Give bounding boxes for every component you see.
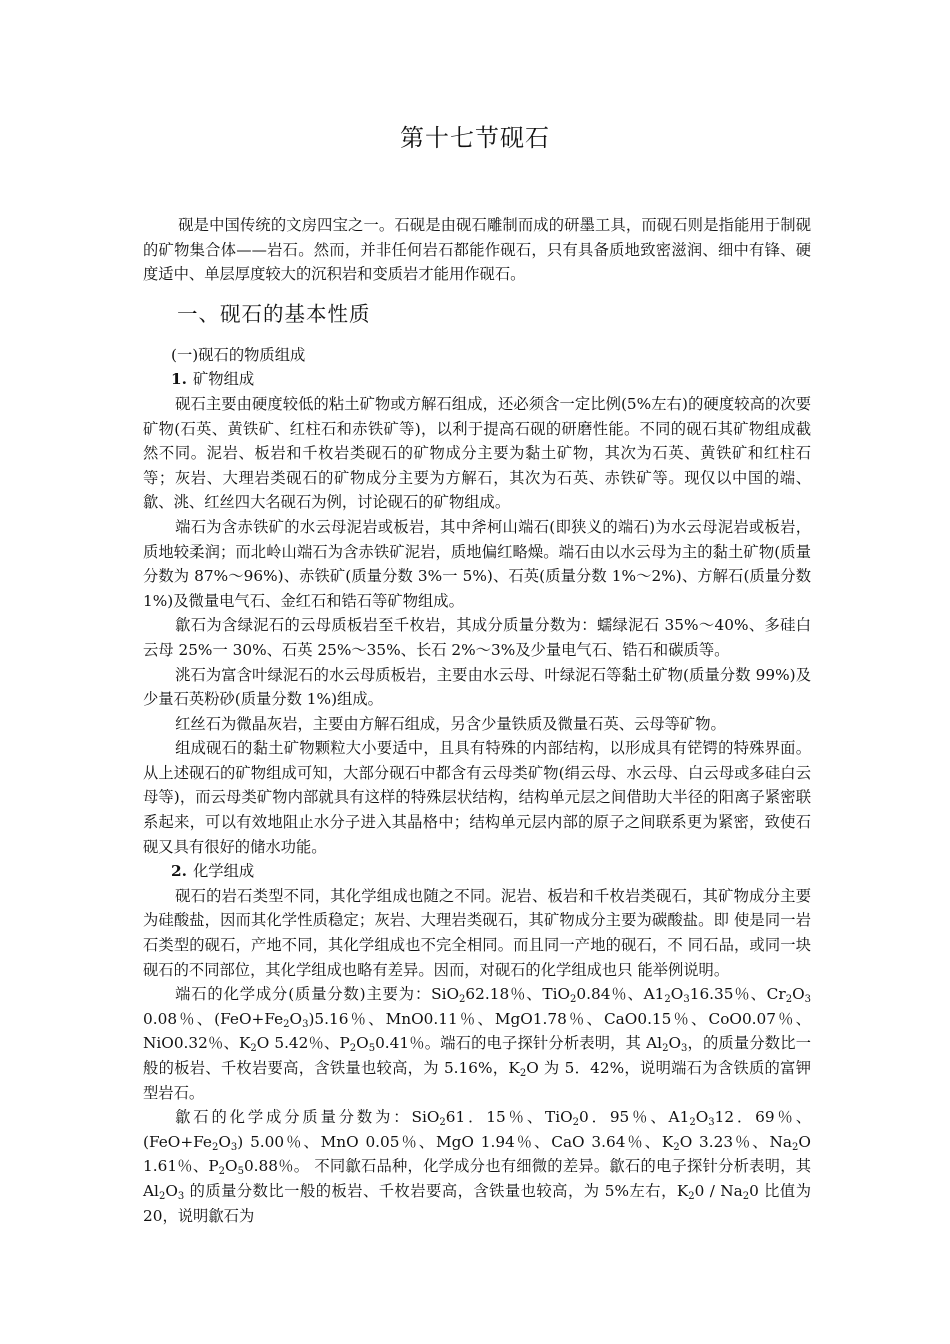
mineral-paragraph: 组成砚石的黏土矿物颗粒大小要适中，且具有特殊的内部结构，以形成具有铓锷的特殊界面。从上述砚石的矿物组成可知，大部分砚石中都含有云母类矿物(绢云母、水云母、白云母或多硅白云母等)，而云母类矿物内部就具有这样的特殊层状结构，结构单元层之间借助大半径的阳离子紧密联系起来，可以有效地阻止水分子进入其晶格中；结构单元层内部的原子之间联系更为紧密，致使石砚又具有很好的储水功能。 bbox=[143, 739, 811, 856]
item-heading-chemical bbox=[143, 859, 811, 884]
mineral-paragraph: 红丝石为微晶灰岩，主要由方解石组成，另含少量铁质及微量石英、云母等矿物。 bbox=[175, 714, 726, 733]
duan-chem-paragraph: 端石的化学成分(质量分数)主要为：SiO$_2$62.18％、TiO$_2$0.84％、$A1_2O_316.35$％、$Cr_2O_3$ 0.08％、$(FeO+Fe_2O_3)5.16$％、MnO0.11％、MgO1.78％、CaO0.15％、CoO0.07％、NiO0.32％、$K_2O$ 5.42％、$P_2O_50.41$％。端石的电子探针分析表明，其 $Al_2O_3$，的质量分数比一般的板岩、千枚岩要高，含铁量也较高，为 5.16%，$K_2O$ 为 5．42%，说明端石为含铁质的富钾型岩石。 bbox=[143, 985, 812, 1102]
she-chem-paragraph: 歙石的化学成分质量分数为：SiO$_2$61．15％、TiO$_2$0．95％、$A1_2O_312$．69％、$(FeO+Fe_2O_3)$ 5.00％、MnO 0.05％、MgO 1.94％、CaO 3.64％、$K_2O$ 3.23％、$Na_2O$ 1.61％、$P_2O_50.88$％。 不同歙石品种，化学成分也有细微的差异。歙石的电子探针分析表明，其 $Al_2O_3$ 的质量分数比一般的板岩、千枚岩要高，含铁量也较高，为 5%左右，$K_20 / Na_20$ 比值为 20，说明歙石为 bbox=[143, 1108, 812, 1225]
item-number: 2. bbox=[171, 862, 187, 881]
item-label: 化学组成 bbox=[192, 862, 255, 881]
intro-paragraph: 砚是中国传统的文房四宝之一。石砚是由砚石雕制而成的研墨工具，而砚石则是指能用于制砚的矿物集合体——岩石。然而，并非任何岩石都能作砚石，只有具备质地致密滋润、细中有锋、硬度适中、单层厚度较大的沉积岩和变质岩才能用作砚石。 bbox=[143, 216, 811, 284]
chem-intro-paragraph: 砚石的岩石类型不同，其化学组成也随之不同。泥岩、板岩和千枚岩类砚石，其矿物成分主要为硅酸盐，因而其化学性质稳定；灰岩、大理岩类砚石，其矿物成分主要为碳酸盐。即 使是同一岩石类型的砚石，产地不同，其化学组成也不完全相同。而且同一产地的砚石，不 同石品，或同一块砚石的不同部位，其化学组成也略有差异。因而，对砚石的化学组成也只 能举例说明。 bbox=[143, 886, 811, 979]
item-label: 矿物组成 bbox=[192, 370, 255, 389]
mineral-paragraph: 歙石为含绿泥石的云母质板岩至千枚岩，其成分质量分数为：蠕绿泥石 35%～40%、多硅白云母 25%一 30%、石英 25%～35%、长石 2%～3%及少量电气石、锆石和碳质等。 bbox=[143, 616, 811, 659]
page-title: 第十七节砚石 bbox=[400, 124, 550, 152]
item-heading-mineral bbox=[143, 367, 811, 392]
mineral-paragraph: 端石为含赤铁矿的水云母泥岩或板岩，其中斧柯山端石(即狭义的端石)为水云母泥岩或板岩，质地较柔润；而北岭山端石为含赤铁矿泥岩，质地偏红略燥。端石由以水云母为主的黏土矿物(质量分数为 87%～96%)、赤铁矿(质量分数 3%一 5%)、石英(质量分数 1%～2%)、方解石(质量分数 1%)及微量电气石、金红石和锆石等矿物组成。 bbox=[143, 517, 811, 610]
item-number: 1. bbox=[171, 370, 187, 389]
subsection-heading: (一)砚石的物质组成 bbox=[171, 345, 306, 364]
mineral-paragraph: 洮石为富含叶绿泥石的水云母质板岩，主要由水云母、叶绿泥石等黏土矿物(质量分数 99%)及少量石英粉砂(质量分数 1%)组成。 bbox=[143, 665, 811, 709]
mineral-paragraph: 砚石主要由硬度较低的粘土矿物或方解石组成，还必须含一定比例(5%左右)的硬度较高的次要矿物(石英、黄铁矿、红柱石和赤铁矿等)，以利于提高石砚的研磨性能。不同的砚石其矿物组成截然不同。泥岩、板岩和千枚岩类砚石的矿物成分主要为黏土矿物，其次为石英、黄铁矿和红柱石等；灰岩、大理岩类砚石的矿物成分主要为方解石，其次为石英、赤铁矿等。现仅以中国的端、歙、洮、红丝四大名砚石为例，讨论砚石的矿物组成。 bbox=[143, 394, 811, 512]
section-heading: 一、砚石的基本性质 bbox=[177, 301, 371, 326]
document-body bbox=[143, 213, 811, 1228]
